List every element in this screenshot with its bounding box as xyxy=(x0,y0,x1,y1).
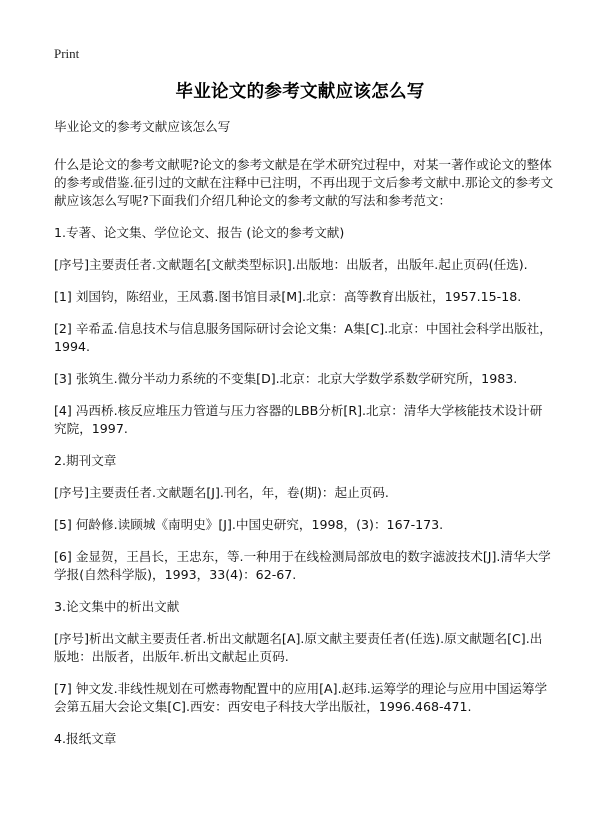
document-title: 毕业论文的参考文献应该怎么写 xyxy=(175,82,425,102)
section-heading-proceedings: 3.论文集中的析出文献 xyxy=(54,599,180,614)
format-paragraph: [序号]主要责任者.文献题名[文献类型标识].出版地：出版者，出版年.起止页码(任选). xyxy=(54,257,528,272)
reference-entry: [1] 刘国钧，陈绍业，王凤翥.图书馆目录[M].北京：高等教育出版社，1957.15-18. xyxy=(54,289,522,304)
print-label: Print xyxy=(54,46,80,61)
format-paragraph: [序号]析出文献主要责任者.析出文献题名[A].原文献主要责任者(任选).原文献题名[C].出版地：出版者，出版年.析出文献起止页码. xyxy=(54,631,543,664)
section-heading-newspapers: 4.报纸文章 xyxy=(54,731,117,746)
section-heading-journals: 2.期刊文章 xyxy=(54,453,117,468)
reference-entry: [2] 辛希孟.信息技术与信息服务国际研讨会论文集：A集[C].北京：中国社会科学出版社，1994. xyxy=(54,321,552,354)
document-body xyxy=(54,118,554,762)
format-paragraph: [序号]主要责任者.文献题名[J].刊名，年，卷(期)：起止页码. xyxy=(54,485,389,500)
reference-entry: [7] 钟文发.非线性规划在可燃毒物配置中的应用[A].赵玮.运筹学的理论与应用中国运筹学会第五届大会论文集[C].西安：西安电子科技大学出版社，1996.468-471. xyxy=(54,681,548,714)
subtitle-paragraph: 毕业论文的参考文献应该怎么写 xyxy=(54,119,231,134)
reference-entry: [5] 何龄修.读顾城《南明史》[J].中国史研究，1998，(3)：167-173. xyxy=(54,517,444,532)
reference-entry: [4] 冯西桥.核反应堆压力管道与压力容器的LBB分析[R].北京：清华大学核能技术设计研究院，1997. xyxy=(54,403,543,436)
reference-entry: [6] 金显贺，王昌长，王忠东，等.一种用于在线检测局部放电的数字滤波技术[J].清华大学学报(自然科学版)，1993，33(4)：62-67. xyxy=(54,549,551,582)
section-heading-books: 1.专著、论文集、学位论文、报告 (论文的参考文献) xyxy=(54,225,345,240)
intro-paragraph: 什么是论文的参考文献呢?论文的参考文献是在学术研究过程中，对某一著作或论文的整体的参考或借鉴.征引过的文献在注释中已注明，不再出现于文后参考文献中.那论文的参考文献应该怎么写呢?下面我们介绍几种论文的参考文献的写法和参考范文： xyxy=(54,157,554,208)
reference-entry: [3] 张筑生.微分半动力系统的不变集[D].北京：北京大学数学系数学研究所，1983. xyxy=(54,371,518,386)
